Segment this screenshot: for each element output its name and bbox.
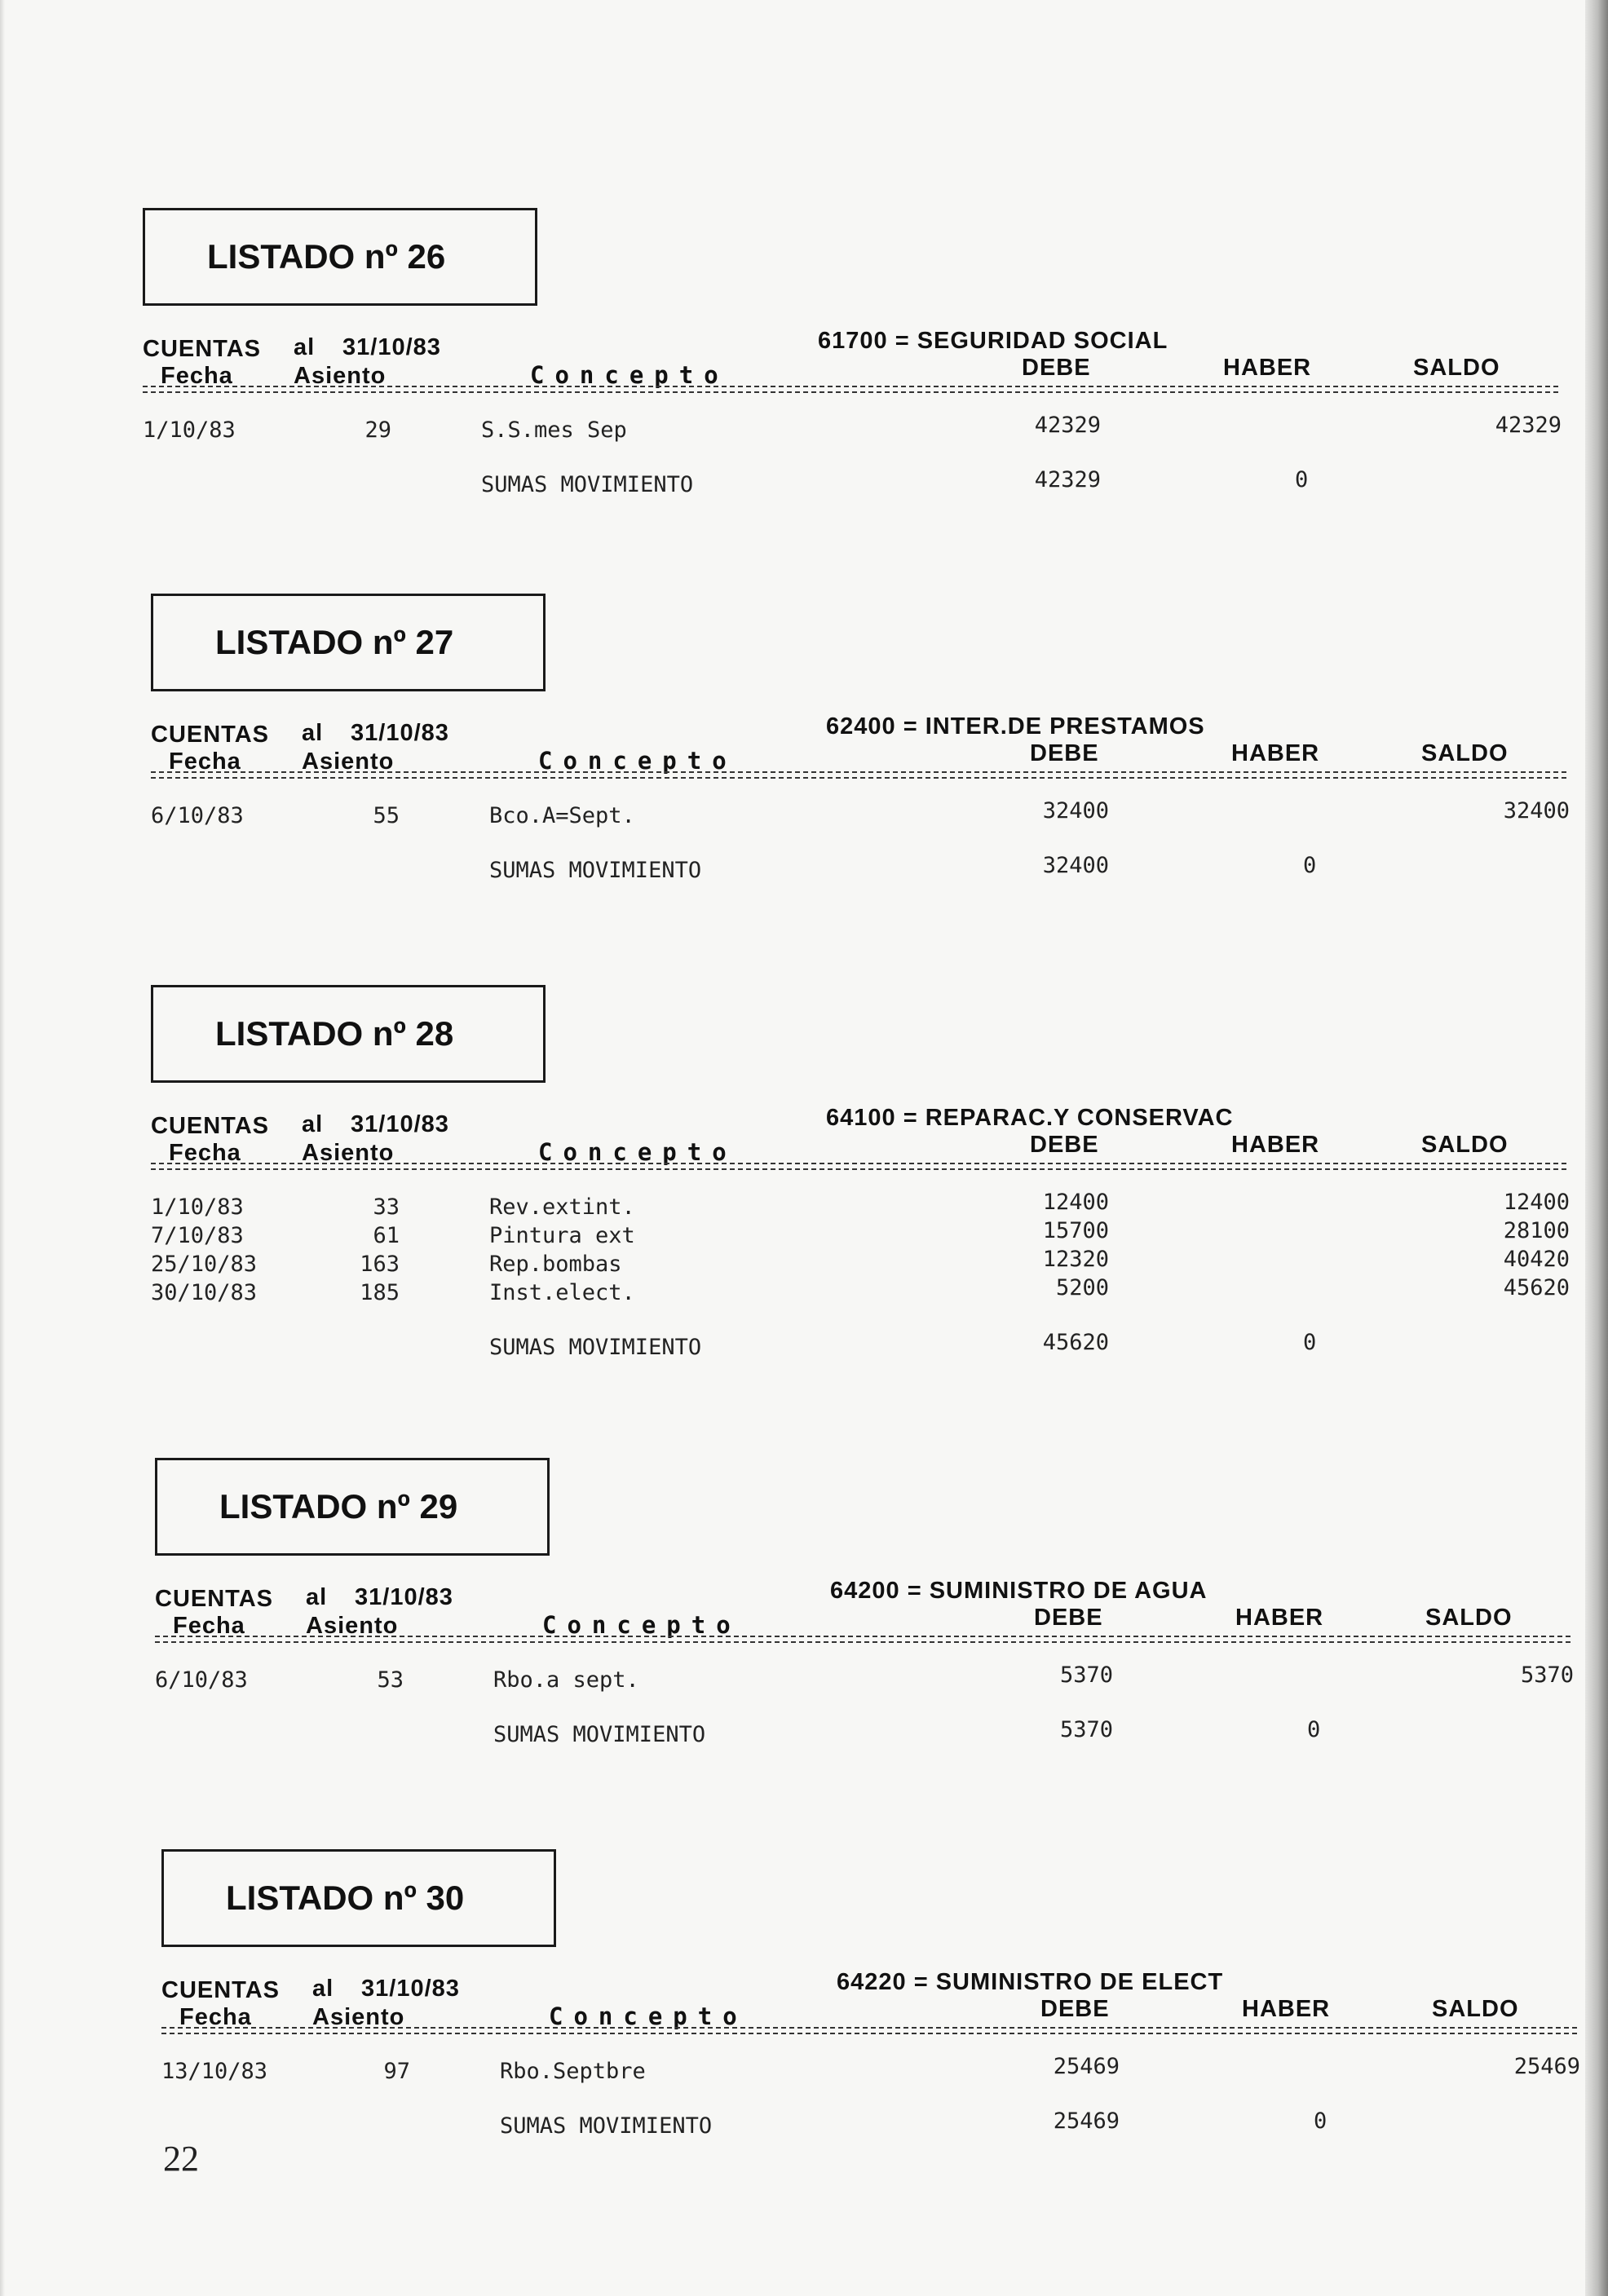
report-date: 31/10/83 — [355, 1584, 453, 1610]
fecha-header: Fecha — [173, 1613, 245, 1639]
row-asiento: 97 — [383, 2059, 410, 2084]
row-debe: 5200 — [1055, 1275, 1109, 1300]
concepto-header: Concepto — [538, 1138, 737, 1166]
row-asiento: 163 — [360, 1252, 400, 1277]
listado-title: LISTADO nº 29 — [155, 1458, 550, 1556]
al-label: al — [294, 334, 316, 360]
row-fecha: 6/10/83 — [151, 803, 244, 828]
haber-header: HABER — [1231, 1132, 1320, 1158]
page-number: 22 — [163, 2139, 199, 2179]
account-title: 64220 = SUMINISTRO DE ELECT — [837, 1969, 1224, 1995]
sumas-label: SUMAS MOVIMIENTO — [493, 1722, 706, 1747]
account-title: 64200 = SUMINISTRO DE AGUA — [830, 1578, 1208, 1604]
listado-section — [0, 985, 1608, 1368]
account-title: 61700 = SEGURIDAD SOCIAL — [818, 328, 1168, 354]
sum-debe: 42329 — [1034, 467, 1101, 492]
al-label: al — [302, 720, 324, 746]
listado-section — [0, 208, 1608, 591]
header-rule — [151, 1163, 1566, 1170]
row-fecha: 7/10/83 — [151, 1223, 244, 1248]
saldo-header: SALDO — [1432, 1996, 1519, 2022]
sumas-label: SUMAS MOVIMIENTO — [489, 858, 702, 883]
cuentas-label: CUENTAS — [151, 722, 270, 748]
row-fecha: 6/10/83 — [155, 1667, 248, 1693]
row-fecha: 25/10/83 — [151, 1252, 258, 1277]
row-debe: 12320 — [1042, 1247, 1109, 1272]
row-concepto: Rep.bombas — [489, 1252, 622, 1277]
sum-debe: 32400 — [1042, 853, 1109, 878]
row-debe: 25469 — [1053, 2054, 1120, 2079]
account-title: 62400 = INTER.DE PRESTAMOS — [826, 713, 1205, 740]
debe-header: DEBE — [1034, 1605, 1103, 1631]
report-date: 31/10/83 — [342, 334, 441, 360]
concepto-header: Concepto — [538, 747, 737, 775]
debe-header: DEBE — [1022, 355, 1091, 381]
row-saldo: 42329 — [1495, 413, 1562, 438]
row-saldo: 40420 — [1503, 1247, 1570, 1272]
cuentas-label: CUENTAS — [151, 1113, 270, 1139]
fecha-header: Fecha — [161, 363, 233, 389]
row-debe: 42329 — [1034, 413, 1101, 438]
report-date: 31/10/83 — [351, 720, 449, 746]
al-label: al — [306, 1584, 328, 1610]
fecha-header: Fecha — [169, 1140, 241, 1166]
cuentas-label: CUENTAS — [161, 1977, 281, 2003]
fecha-header: Fecha — [179, 2004, 252, 2030]
row-asiento: 55 — [373, 803, 400, 828]
al-label: al — [302, 1111, 324, 1137]
header-rule — [151, 771, 1566, 779]
row-concepto: Rbo.a sept. — [493, 1667, 639, 1693]
row-saldo: 25469 — [1513, 2054, 1580, 2079]
row-concepto: Rbo.Septbre — [500, 2059, 646, 2084]
sumas-label: SUMAS MOVIMIENTO — [500, 2113, 713, 2139]
listado-title: LISTADO nº 27 — [151, 594, 546, 691]
listado-title: LISTADO nº 28 — [151, 985, 546, 1083]
asiento-header: Asiento — [294, 363, 387, 389]
row-debe: 15700 — [1042, 1218, 1109, 1243]
concepto-header: Concepto — [542, 1611, 741, 1639]
asiento-header: Asiento — [306, 1613, 399, 1639]
al-label: al — [312, 1976, 334, 2002]
listado-section — [0, 1849, 1608, 2232]
saldo-header: SALDO — [1421, 1132, 1509, 1158]
row-concepto: S.S.mes Sep — [481, 417, 627, 443]
debe-header: DEBE — [1030, 740, 1099, 766]
saldo-header: SALDO — [1425, 1605, 1513, 1631]
row-saldo: 12400 — [1503, 1190, 1570, 1215]
account-title: 64100 = REPARAC.Y CONSERVAC — [826, 1105, 1234, 1131]
sumas-label: SUMAS MOVIMIENTO — [481, 472, 694, 497]
debe-header: DEBE — [1040, 1996, 1110, 2022]
row-fecha: 1/10/83 — [143, 417, 236, 443]
debe-header: DEBE — [1030, 1132, 1099, 1158]
row-asiento: 185 — [360, 1280, 400, 1305]
row-concepto: Inst.elect. — [489, 1280, 635, 1305]
row-saldo: 28100 — [1503, 1218, 1570, 1243]
fecha-header: Fecha — [169, 748, 241, 775]
concepto-header: Concepto — [530, 361, 729, 389]
row-asiento: 53 — [377, 1667, 404, 1693]
sum-debe: 25469 — [1053, 2108, 1120, 2134]
row-concepto: Pintura ext — [489, 1223, 635, 1248]
saldo-header: SALDO — [1413, 355, 1500, 381]
row-debe: 12400 — [1042, 1190, 1109, 1215]
asiento-header: Asiento — [302, 748, 395, 775]
row-saldo: 5370 — [1520, 1662, 1574, 1688]
row-asiento: 33 — [373, 1194, 400, 1220]
listado-section — [0, 594, 1608, 977]
listado-title: LISTADO nº 26 — [143, 208, 537, 306]
haber-header: HABER — [1223, 355, 1312, 381]
haber-header: HABER — [1242, 1996, 1331, 2022]
sum-haber: 0 — [1303, 853, 1317, 878]
header-rule — [161, 2027, 1577, 2034]
row-asiento: 29 — [364, 417, 391, 443]
header-rule — [155, 1636, 1570, 1643]
row-debe: 32400 — [1042, 798, 1109, 823]
row-concepto: Rev.extint. — [489, 1194, 635, 1220]
row-debe: 5370 — [1059, 1662, 1113, 1688]
sum-haber: 0 — [1307, 1717, 1321, 1742]
report-date: 31/10/83 — [361, 1976, 460, 2002]
saldo-header: SALDO — [1421, 740, 1509, 766]
sum-haber: 0 — [1314, 2108, 1327, 2134]
concepto-header: Concepto — [549, 2002, 748, 2030]
row-saldo: 32400 — [1503, 798, 1570, 823]
sum-haber: 0 — [1303, 1330, 1317, 1355]
sum-debe: 5370 — [1059, 1717, 1113, 1742]
cuentas-label: CUENTAS — [155, 1586, 274, 1612]
header-rule — [143, 386, 1558, 393]
listado-title: LISTADO nº 30 — [161, 1849, 556, 1947]
asiento-header: Asiento — [312, 2004, 405, 2030]
listado-section — [0, 1458, 1608, 1841]
asiento-header: Asiento — [302, 1140, 395, 1166]
row-fecha: 30/10/83 — [151, 1280, 258, 1305]
row-fecha: 1/10/83 — [151, 1194, 244, 1220]
row-saldo: 45620 — [1503, 1275, 1570, 1300]
cuentas-label: CUENTAS — [143, 336, 262, 362]
sumas-label: SUMAS MOVIMIENTO — [489, 1335, 702, 1360]
haber-header: HABER — [1231, 740, 1320, 766]
haber-header: HABER — [1235, 1605, 1324, 1631]
row-asiento: 61 — [373, 1223, 400, 1248]
row-fecha: 13/10/83 — [161, 2059, 268, 2084]
sum-debe: 45620 — [1042, 1330, 1109, 1355]
sum-haber: 0 — [1295, 467, 1309, 492]
report-date: 31/10/83 — [351, 1111, 449, 1137]
row-concepto: Bco.A=Sept. — [489, 803, 635, 828]
